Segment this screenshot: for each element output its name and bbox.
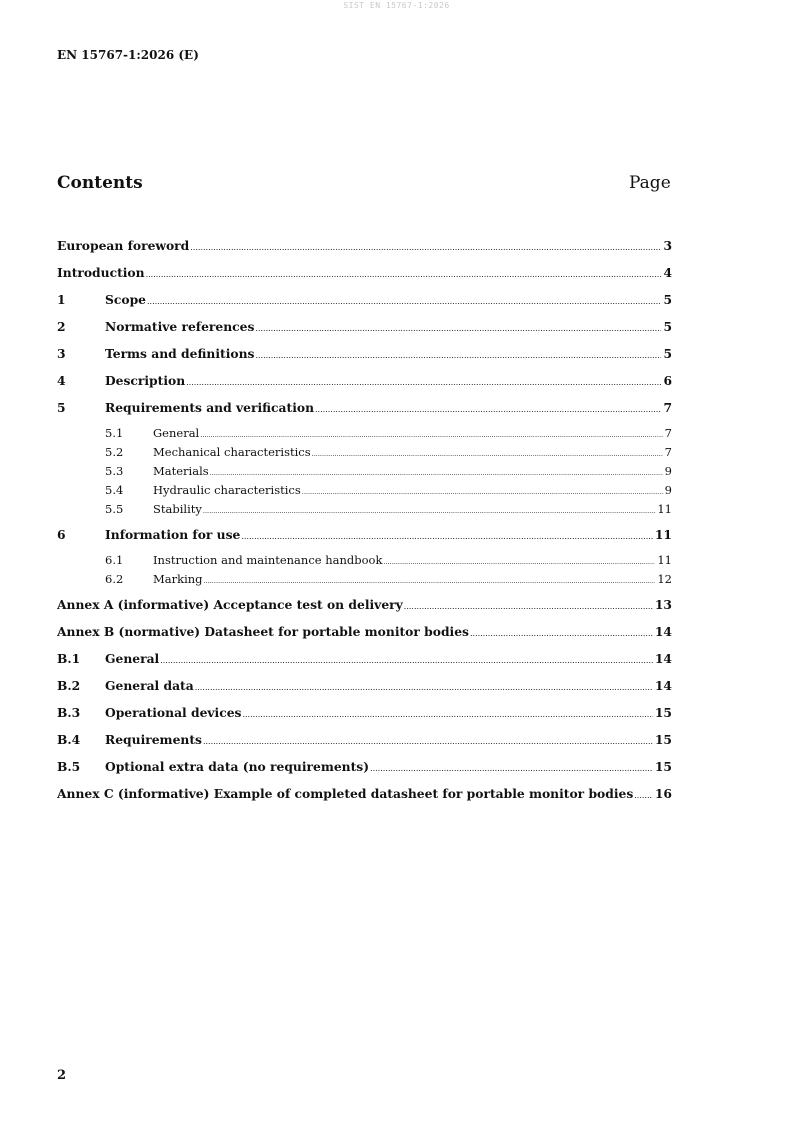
toc-dot-leader — [190, 240, 661, 256]
toc-entry-title: European foreword — [57, 238, 190, 253]
toc-entry-title: General — [153, 427, 200, 440]
toc-entry-page: 15 — [654, 732, 672, 747]
toc-entry[interactable] — [57, 597, 672, 615]
toc-entry-number: 6.2 — [105, 573, 124, 586]
toc-entry-number: 4 — [57, 373, 66, 388]
toc-entry-page: 7 — [664, 446, 672, 459]
toc-entry-number: 5.4 — [105, 484, 124, 497]
toc-entry-number: 3 — [57, 346, 66, 361]
watermark: SIST EN 15767-1:2026 — [343, 1, 450, 10]
toc-entry-title: Information for use — [105, 527, 241, 542]
toc-entry-title: Description — [105, 373, 186, 388]
toc-entry-page: 4 — [663, 265, 672, 280]
toc-entry-number: 5.5 — [105, 503, 124, 516]
toc-dot-leader — [242, 707, 652, 723]
toc-entry-page: 14 — [654, 624, 672, 639]
toc-entry-page: 14 — [654, 651, 672, 666]
toc-dot-leader — [195, 680, 653, 696]
toc-entry-number: B.2 — [57, 678, 81, 693]
toc-dot-leader — [302, 486, 663, 499]
toc-entry-number: 5.3 — [105, 465, 124, 478]
toc-dot-leader — [370, 761, 653, 777]
toc-entry-number: B.3 — [57, 705, 81, 720]
toc-entry[interactable] — [57, 759, 672, 777]
toc-entry[interactable] — [57, 503, 672, 518]
toc-entry-number: B.5 — [57, 759, 81, 774]
toc-entry[interactable] — [57, 265, 672, 283]
toc-entry-page: 16 — [654, 786, 672, 801]
toc-entry-page: 9 — [664, 465, 672, 478]
toc-dot-leader — [241, 529, 653, 545]
toc-entry[interactable] — [57, 484, 672, 499]
page-column-heading: Page — [629, 173, 671, 193]
toc-entry-title: Introduction — [57, 265, 145, 280]
toc-entry-page: 7 — [664, 427, 672, 440]
toc-entry-number: 5.2 — [105, 446, 124, 459]
toc-entry-number: 5.1 — [105, 427, 124, 440]
toc-entry-page: 13 — [654, 597, 672, 612]
toc-entry-page: 15 — [654, 705, 672, 720]
toc-entry[interactable] — [57, 786, 672, 804]
toc-entry-title: Stability — [153, 503, 202, 516]
toc-entry-page: 12 — [657, 573, 672, 586]
toc-entry[interactable] — [57, 705, 672, 723]
toc-entry[interactable] — [57, 624, 672, 642]
toc-entry-title: Annex B (normative) Datasheet for portable monitor bodies — [57, 624, 469, 639]
toc-entry-number: B.4 — [57, 732, 81, 747]
toc-entry-title: Annex A (informative) Acceptance test on delivery — [57, 597, 403, 612]
toc-entry-page: 15 — [654, 759, 672, 774]
table-of-contents — [57, 238, 672, 813]
toc-entry-page: 14 — [654, 678, 672, 693]
toc-dot-leader — [255, 321, 661, 337]
toc-entry-title: General data — [105, 678, 194, 693]
toc-entry-number: 6.1 — [105, 554, 124, 567]
toc-dot-leader — [470, 626, 653, 642]
toc-entry-title: Normative references — [105, 319, 255, 334]
toc-dot-leader — [404, 599, 653, 615]
toc-entry-page: 11 — [657, 554, 672, 567]
toc-entry-number: 1 — [57, 292, 66, 307]
toc-entry[interactable] — [57, 446, 672, 461]
toc-entry[interactable] — [57, 292, 672, 310]
toc-dot-leader — [200, 429, 662, 442]
toc-entry[interactable] — [57, 732, 672, 750]
toc-entry[interactable] — [57, 573, 672, 588]
toc-entry[interactable] — [57, 527, 672, 545]
toc-entry[interactable] — [57, 319, 672, 337]
toc-entry-page: 9 — [664, 484, 672, 497]
toc-dot-leader — [204, 575, 656, 588]
toc-entry-title: Requirements — [105, 732, 202, 747]
document-id: EN 15767-1:2026 (E) — [57, 48, 199, 62]
toc-entry[interactable] — [57, 400, 672, 418]
toc-dot-leader — [186, 375, 661, 391]
toc-entry-title: Marking — [153, 573, 203, 586]
toc-entry[interactable] — [57, 651, 672, 669]
toc-entry-page: 5 — [663, 292, 672, 307]
toc-entry-number: 2 — [57, 319, 66, 334]
toc-entry-title: Optional extra data (no requirements) — [105, 759, 370, 774]
toc-dot-leader — [255, 348, 661, 364]
toc-dot-leader — [634, 788, 653, 804]
toc-entry-title: Hydraulic characteristics — [153, 484, 301, 497]
toc-entry-number: B.1 — [57, 651, 81, 666]
toc-entry-title: Mechanical characteristics — [153, 446, 311, 459]
toc-entry-title: Requirements and verification — [105, 400, 315, 415]
toc-entry[interactable] — [57, 238, 672, 256]
toc-entry-title: Instruction and maintenance handbook — [153, 554, 383, 567]
toc-dot-leader — [147, 294, 661, 310]
toc-entry-title: Operational devices — [105, 705, 242, 720]
toc-entry-page: 5 — [663, 319, 672, 334]
toc-entry-page: 6 — [663, 373, 672, 388]
toc-entry-page: 7 — [663, 400, 672, 415]
toc-entry-title: Scope — [105, 292, 146, 307]
toc-entry-title: General — [105, 651, 160, 666]
toc-entry-page: 5 — [663, 346, 672, 361]
toc-dot-leader — [210, 467, 663, 480]
toc-entry-title: Materials — [153, 465, 209, 478]
toc-dot-leader — [160, 653, 653, 669]
toc-dot-leader — [203, 734, 653, 750]
toc-dot-leader — [203, 505, 655, 518]
page-number: 2 — [57, 1068, 67, 1083]
toc-entry[interactable] — [57, 346, 672, 364]
toc-dot-leader — [312, 448, 663, 461]
toc-entry[interactable] — [57, 465, 672, 480]
toc-entry-title: Terms and definitions — [105, 346, 255, 361]
toc-dot-leader — [383, 556, 655, 569]
toc-entry-page: 11 — [654, 527, 672, 542]
toc-entry-page: 3 — [663, 238, 672, 253]
toc-dot-leader — [146, 267, 662, 283]
toc-dot-leader — [315, 402, 661, 418]
contents-title: Contents — [57, 173, 143, 193]
toc-entry[interactable] — [57, 373, 672, 391]
toc-entry[interactable] — [57, 554, 672, 569]
toc-entry-page: 11 — [657, 503, 672, 516]
toc-entry[interactable] — [57, 427, 672, 442]
toc-entry[interactable] — [57, 678, 672, 696]
toc-entry-title: Annex C (informative) Example of completed datasheet for portable monitor bodies — [57, 786, 634, 801]
toc-entry-number: 6 — [57, 527, 66, 542]
toc-entry-number: 5 — [57, 400, 66, 415]
